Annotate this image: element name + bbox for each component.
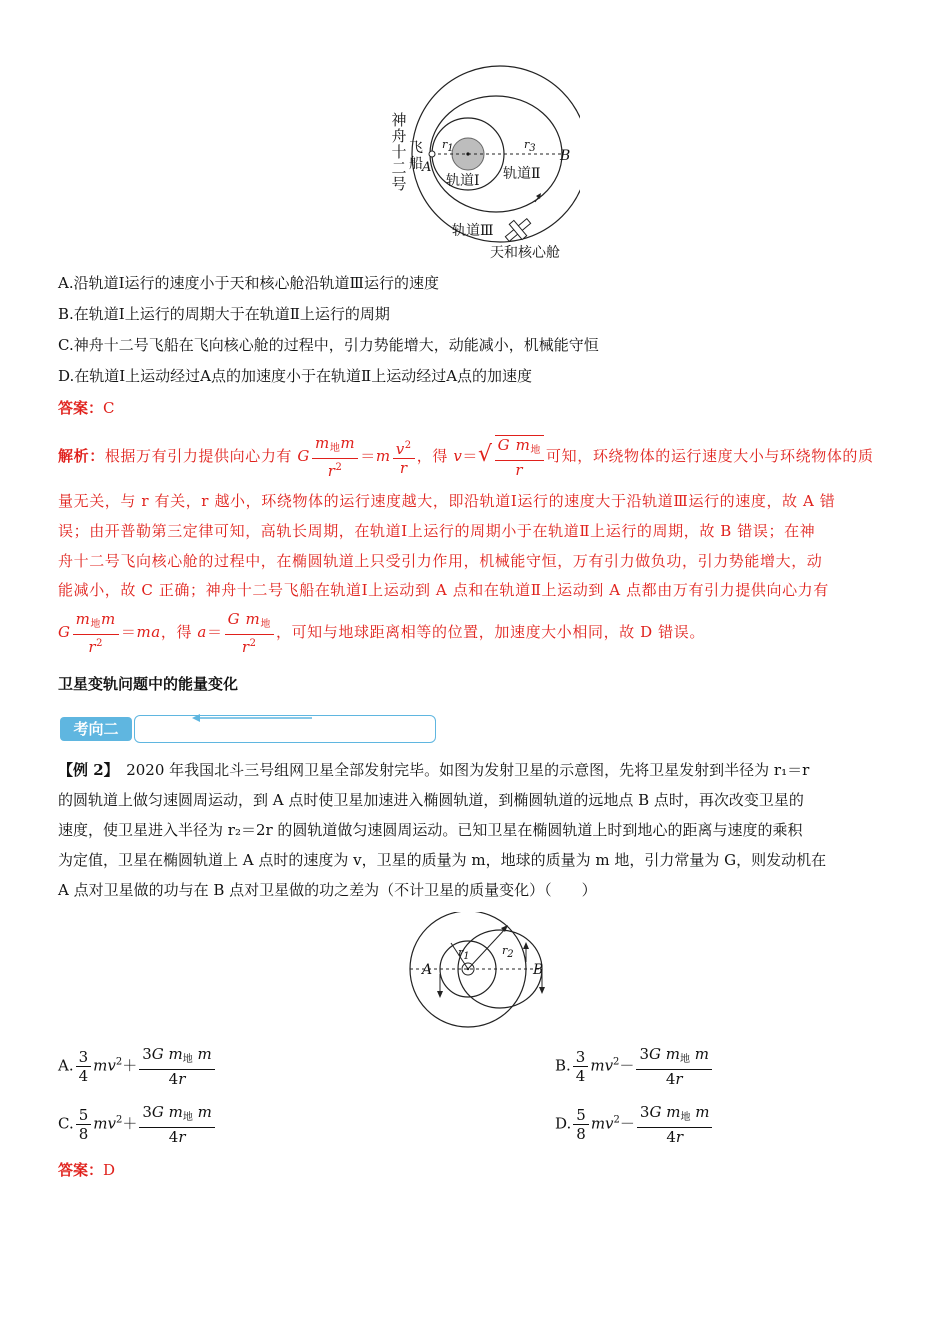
r3-label: r3 <box>524 138 536 154</box>
answer-label: 答案： <box>58 399 104 417</box>
section-title: 卫星变轨问题中的能量变化 <box>58 675 239 693</box>
ship-label-char: 舟 <box>391 127 407 145</box>
example2-line-2: 的圆轨道上做匀速圆周运动，到 A 点时使卫星加速进入椭圆轨道，到椭圆轨道的远地点 B 点时，再次改变卫星的 <box>58 791 804 809</box>
answer-value: C <box>103 399 115 417</box>
example2-line-4: 为定值，卫星在椭圆轨道上 A 点时的速度为 v，卫星的质量为 m，地球的质量为 m 地，引力常量为 G，则发动机在 <box>58 851 827 869</box>
example2-line-1: 【例 2】 2020 年我国北斗三号组网卫星全部发射完毕。如图为发射卫星的示意图，先将卫星发射到半径为 r₁＝r <box>58 761 810 779</box>
example2-line-5: A 点对卫星做的功与在 B 点对卫星做的功之差为（不计卫星的质量变化）（ ） <box>58 881 597 899</box>
arrow-left-icon <box>192 713 312 723</box>
point-a-label: A <box>422 160 432 175</box>
option-a: A.沿轨道Ⅰ运行的速度小于天和核心舱沿轨道Ⅲ运行的速度 <box>58 274 439 292</box>
direction-tag <box>60 715 435 743</box>
option-b: B.在轨道Ⅰ上运行的周期大于在轨道Ⅱ上运行的周期 <box>58 305 390 323</box>
fig2-point-b: B <box>533 962 544 978</box>
ex2-option-c: C. $\frac{5}{8}$ $mv^2+$ $\frac{3G m_地 m}{4r}$ <box>58 1103 217 1146</box>
chuan-label: 船 <box>409 156 423 172</box>
answer-label: 答案： <box>58 1161 104 1179</box>
fei-label: 飞 <box>409 140 423 156</box>
ex2-option-b: B. $\frac{3}{4}$ $mv^2-$ $\frac{3G m_地 m}{4r}$ <box>555 1045 714 1088</box>
direction-tag-label: 考向二 <box>60 717 132 741</box>
ship-label-char: 二 <box>391 159 407 177</box>
ex2-option-a: A. $\frac{3}{4}$ $mv^2+$ $\frac{3G m_地 m}{4r}$ <box>58 1045 217 1088</box>
analysis-line-3: 误；由开普勒第三定律可知，高轨长周期，在轨道Ⅰ上运行的周期小于在轨道Ⅱ上运行的周期，故 B 错误；在神 <box>58 522 816 540</box>
example2-line-3: 速度，使卫星进入半径为 r₂＝2r 的圆轨道做匀速圆周运动。已知卫星在椭圆轨道上时到地心的距离与速度的乘积 <box>58 821 803 839</box>
r1-label: r1 <box>442 138 454 154</box>
analysis-line-6: G $\frac{m_地m}{r^2}$ ＝ma，得 a＝ $\frac{G m_地}{r^2}$ ，可知与地球距离相等的位置，加速度大小相同，故 D 错误。 <box>58 610 705 656</box>
answer-value: D <box>103 1161 116 1179</box>
orbit1-label: 轨道Ⅰ <box>446 173 480 189</box>
answer-2 <box>58 1160 115 1180</box>
point-b-label: B <box>560 148 571 164</box>
analysis-line-2: 量无关，与 r 有关，r 越小，环绕物体的运行速度越大，即沿轨道Ⅰ运行的速度大于沿轨道Ⅲ运行的速度，故 A 错 <box>58 492 836 510</box>
fig2-r2: r2 <box>502 944 514 960</box>
ship-label-char: 号 <box>391 175 407 193</box>
analysis-line-5: 能减小，故 C 正确；神舟十二号飞船在轨道Ⅰ上运动到 A 点和在轨道Ⅱ上运动到 A 点都由万有引力提供向心力有 <box>58 581 829 599</box>
ship-label-char: 十 <box>391 143 407 161</box>
fig2-r1: r1 <box>458 946 470 962</box>
option-c: C.神舟十二号飞船在飞向核心舱的过程中，引力势能增大，动能减小，机械能守恒 <box>58 336 599 354</box>
orbit3-label: 轨道Ⅲ <box>452 223 494 239</box>
fig2-point-a: A <box>422 962 433 978</box>
analysis-line-1: 解析：根据万有引力提供向心力有 G $\frac{m_地m}{r^2}$ ＝m $\frac{v^2}{r}$ ，得 v＝√ $\frac{G m_地}{r}$ 可知，环绕物体的运行速度大小与环绕物体的质 <box>58 434 874 480</box>
ship-label-char: 神 <box>391 111 407 129</box>
orbit2-label: 轨道Ⅱ <box>503 166 541 182</box>
ex2-option-d: D. $\frac{5}{8}$ $mv^2-$ $\frac{3G m_地 m}{4r}$ <box>555 1103 714 1146</box>
analysis-line-4: 舟十二号飞向核心舱的过程中，在椭圆轨道上只受引力作用，机械能守恒，万有引力做负功，引力势能增大，动 <box>58 552 823 570</box>
answer-1 <box>58 398 115 418</box>
station-label: 天和核心舱 <box>490 245 560 261</box>
option-d: D.在轨道Ⅰ上运动经过A点的加速度小于在轨道Ⅱ上运动经过A点的加速度 <box>58 367 533 385</box>
